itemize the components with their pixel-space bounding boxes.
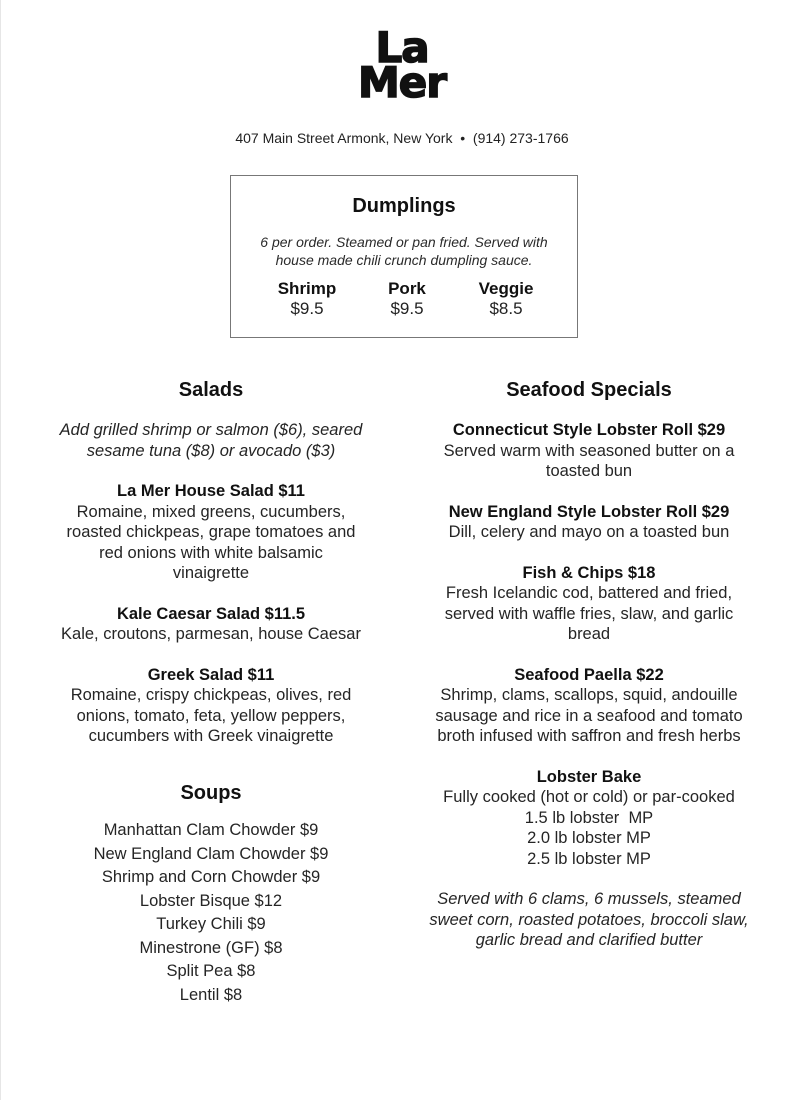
logo-line-2: Mer	[358, 58, 446, 107]
dumpling-option-price: $8.5	[489, 299, 523, 318]
dumplings-description-line: 6 per order. Steamed or pan fried. Served with	[260, 234, 548, 250]
menu-item-kale-caesar	[31, 604, 391, 645]
dumplings-description-line: house made chili crunch dumpling sauce.	[275, 252, 533, 268]
soup-item: Shrimp and Corn Chowder $9	[101, 868, 321, 886]
lobster-bake-note	[409, 889, 769, 951]
menu-item-desc-line: broth infused with saffron and fresh herbs	[437, 727, 741, 745]
soup-item: Manhattan Clam Chowder $9	[103, 821, 319, 839]
menu-item-name: Greek Salad $11	[147, 665, 275, 684]
soups-section	[31, 781, 391, 1007]
dumpling-option-pork	[352, 279, 462, 319]
lobster-size-option: 2.0 lb lobster MP	[527, 829, 651, 847]
menu-item-greek-salad	[31, 665, 391, 747]
dumplings-box	[230, 175, 578, 338]
logo-line-1: La	[375, 23, 429, 72]
menu-item-house-salad	[31, 481, 391, 584]
menu-item-desc-line: cucumbers with Greek vinaigrette	[88, 727, 334, 745]
dumplings-title: Dumplings	[352, 195, 456, 217]
seafood-specials-section	[409, 378, 769, 951]
menu-item-name: Lobster Bake	[536, 767, 642, 786]
menu-item-name: Seafood Paella $22	[514, 665, 664, 684]
lobster-size-option: 1.5 lb lobster MP	[524, 808, 654, 827]
menu-item-desc-line: roasted chickpeas, grape tomatoes and	[66, 523, 356, 541]
soup-item: Minestrone (GF) $8	[139, 938, 283, 957]
salads-note-line: sesame tuna ($8) or avocado ($3)	[86, 441, 336, 460]
menu-item-ne-lobster-roll	[409, 502, 769, 543]
soup-item: Lentil $8	[179, 985, 243, 1004]
soup-item: Turkey Chili $9	[156, 915, 266, 933]
menu-item-name: Fish & Chips $18	[522, 563, 656, 582]
menu-item-name: Connecticut Style Lobster Roll $29	[452, 421, 726, 439]
menu-item-desc-line: Romaine, mixed greens, cucumbers,	[76, 502, 346, 521]
lobster-bake-note-line: sweet corn, roasted potatoes, broccoli slaw,	[429, 910, 749, 929]
dumpling-option-shrimp	[252, 279, 362, 319]
soup-item: New England Clam Chowder $9	[93, 844, 329, 863]
menu-item-desc-line: sausage and rice in a seafood and tomato	[435, 706, 743, 725]
menu-item-desc-line: Served warm with seasoned butter on a	[443, 441, 735, 460]
salads-note-line: Add grilled shrimp or salmon ($6), seared	[59, 421, 363, 439]
soup-item: Lobster Bisque $12	[139, 891, 283, 910]
salads-add-on-note	[31, 420, 391, 461]
soups-title: Soups	[180, 782, 242, 804]
menu-item-desc-line: Fully cooked (hot or cold) or par-cooked	[443, 788, 735, 806]
menu-item-desc-line: toasted bun	[545, 462, 633, 480]
menu-item-desc-line: vinaigrette	[172, 564, 250, 582]
menu-item-desc-line: Dill, celery and mayo on a toasted bun	[448, 523, 730, 541]
salads-section	[31, 378, 391, 747]
lobster-bake-note-line: garlic bread and clarified butter	[475, 931, 703, 949]
dumpling-option-name: Shrimp	[277, 279, 337, 298]
soup-item: Split Pea $8	[166, 962, 256, 980]
menu-item-ct-lobster-roll	[409, 420, 769, 482]
menu-item-seafood-paella	[409, 665, 769, 747]
dumpling-option-veggie	[451, 279, 561, 319]
menu-item-desc-line: Kale, croutons, parmesan, house Caesar	[61, 625, 361, 643]
salads-title: Salads	[178, 379, 244, 401]
menu-item-desc-line: Romaine, crispy chickpeas, olives, red	[70, 686, 352, 704]
menu-item-fish-and-chips	[409, 563, 769, 645]
restaurant-logo	[1, 23, 803, 107]
menu-item-desc-line: bread	[567, 625, 611, 643]
menu-item-lobster-bake	[409, 767, 769, 870]
menu-item-desc-line: Fresh Icelandic cod, battered and fried,	[445, 584, 733, 602]
seafood-specials-title: Seafood Specials	[506, 379, 672, 401]
dumplings-description	[231, 233, 577, 269]
lobster-bake-note-line: Served with 6 clams, 6 mussels, steamed	[437, 890, 741, 908]
menu-item-desc-line: onions, tomato, feta, yellow peppers,	[76, 706, 346, 725]
dumpling-option-price: $9.5	[290, 299, 324, 318]
restaurant-address: 407 Main Street Armonk, New York • (914) 273-1766	[235, 130, 569, 146]
dumpling-option-name: Pork	[388, 279, 426, 298]
menu-item-name: La Mer House Salad $11	[116, 482, 305, 500]
menu-item-desc-line: Shrimp, clams, scallops, squid, andouille	[440, 686, 738, 704]
menu-item-name: Kale Caesar Salad $11.5	[116, 604, 306, 623]
dumpling-option-name: Veggie	[478, 279, 534, 298]
menu-item-desc-line: red onions with white balsamic	[99, 543, 323, 562]
menu-item-desc-line: served with waffle fries, slaw, and garlic	[444, 604, 734, 623]
dumpling-option-price: $9.5	[390, 299, 424, 318]
soups-list	[31, 819, 391, 1007]
lobster-size-option: 2.5 lb lobster MP	[527, 849, 651, 868]
menu-item-name: New England Style Lobster Roll $29	[448, 502, 730, 521]
